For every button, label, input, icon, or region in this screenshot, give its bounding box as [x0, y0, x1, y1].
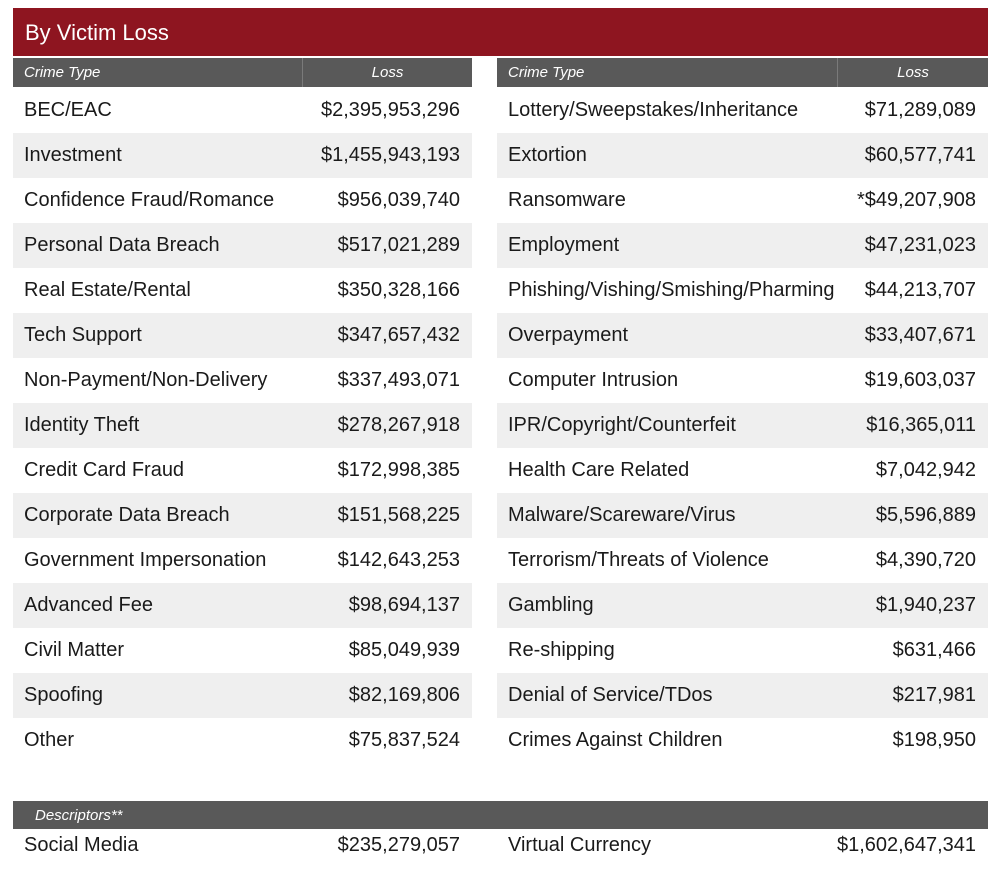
- loss-cell: $1,940,237: [875, 594, 976, 616]
- table-row: [497, 223, 988, 268]
- loss-cell: $956,039,740: [337, 189, 460, 211]
- descriptors-header: Descriptors**: [13, 801, 988, 829]
- table-row: [13, 583, 472, 628]
- right-loss-table: [497, 88, 988, 763]
- crime-type-cell: Crimes Against Children: [508, 729, 723, 751]
- descriptor-type: Social Media: [24, 833, 139, 856]
- loss-cell: *$49,207,908: [856, 189, 976, 211]
- table-row: [13, 403, 472, 448]
- crime-type-cell: Government Impersonation: [24, 549, 267, 571]
- crime-type-cell: Extortion: [508, 144, 587, 166]
- crime-type-cell: Personal Data Breach: [24, 234, 220, 256]
- table-row: [13, 223, 472, 268]
- table-row: [13, 133, 472, 178]
- crime-type-cell: Ransomware: [508, 189, 626, 211]
- loss-cell: $1,455,943,193: [320, 144, 460, 166]
- table-row: [13, 628, 472, 673]
- table-row: [497, 268, 988, 313]
- table-row: [13, 268, 472, 313]
- table-row: [13, 448, 472, 493]
- crime-type-cell: Investment: [24, 144, 122, 166]
- crime-type-cell: Identity Theft: [24, 414, 140, 436]
- loss-cell: $16,365,011: [866, 414, 976, 436]
- table-row: [13, 538, 472, 583]
- crime-type-cell: Spoofing: [24, 684, 103, 706]
- table-row: [13, 88, 472, 133]
- descriptor-type: Virtual Currency: [508, 833, 652, 856]
- page-title: By Victim Loss: [13, 8, 988, 56]
- crime-type-cell: Real Estate/Rental: [24, 279, 191, 301]
- right-loss-header: Loss: [897, 64, 929, 81]
- table-row: [497, 673, 988, 718]
- table-row: [497, 448, 988, 493]
- loss-cell: $44,213,707: [864, 279, 976, 301]
- descriptor-row-social-media: [13, 830, 472, 860]
- table-row: [497, 133, 988, 178]
- crime-type-cell: Confidence Fraud/Romance: [24, 189, 275, 211]
- table-row: [497, 718, 988, 763]
- crime-type-cell: Non-Payment/Non-Delivery: [24, 369, 268, 391]
- left-loss-header: Loss: [371, 64, 404, 81]
- loss-cell: $4,390,720: [875, 549, 976, 571]
- crime-type-cell: Terrorism/Threats of Violence: [508, 549, 769, 571]
- loss-cell: $2,395,953,296: [320, 99, 460, 121]
- loss-cell: $198,950: [892, 729, 976, 751]
- table-row: [497, 403, 988, 448]
- loss-cell: $350,328,166: [337, 279, 460, 301]
- descriptor-loss: $235,279,057: [337, 833, 460, 856]
- crime-type-cell: Computer Intrusion: [508, 369, 679, 391]
- loss-cell: $172,998,385: [337, 459, 460, 481]
- loss-cell: $151,568,225: [337, 504, 460, 526]
- crime-type-cell: Credit Card Fraud: [24, 459, 185, 481]
- loss-cell: $98,694,137: [348, 594, 460, 616]
- crime-type-cell: Civil Matter: [24, 639, 125, 661]
- crime-type-cell: IPR/Copyright/Counterfeit: [508, 414, 736, 436]
- table-row: [497, 628, 988, 673]
- crime-type-cell: Lottery/Sweepstakes/Inheritance: [508, 99, 799, 121]
- table-row: [13, 673, 472, 718]
- loss-cell: $33,407,671: [864, 324, 976, 346]
- crime-type-cell: Overpayment: [508, 324, 629, 346]
- loss-cell: $517,021,289: [337, 234, 460, 256]
- crime-type-cell: Phishing/Vishing/Smishing/Pharming: [508, 279, 835, 301]
- table-row: [497, 88, 988, 133]
- crime-type-cell: Tech Support: [24, 324, 142, 346]
- loss-cell: $60,577,741: [864, 144, 976, 166]
- table-row: [13, 358, 472, 403]
- loss-cell: $19,603,037: [864, 369, 976, 391]
- loss-cell: $217,981: [892, 684, 976, 706]
- loss-cell: $82,169,806: [348, 684, 460, 706]
- table-row: [13, 313, 472, 358]
- right-crime-type-header: Crime Type: [497, 58, 838, 87]
- crime-type-cell: Corporate Data Breach: [24, 504, 230, 526]
- loss-cell: $47,231,023: [864, 234, 976, 256]
- crime-type-cell: Advanced Fee: [24, 594, 153, 616]
- crime-type-cell: BEC/EAC: [24, 99, 112, 121]
- crime-type-cell: Re-shipping: [508, 639, 615, 661]
- loss-cell: $71,289,089: [864, 99, 976, 121]
- loss-cell: $278,267,918: [337, 414, 460, 436]
- descriptor-loss: $1,602,647,341: [836, 833, 976, 856]
- right-table-header: [497, 58, 988, 87]
- table-row: [13, 493, 472, 538]
- table-row: [497, 538, 988, 583]
- table-row: [497, 358, 988, 403]
- table-row: [497, 493, 988, 538]
- loss-cell: $5,596,889: [875, 504, 976, 526]
- table-row: [497, 583, 988, 628]
- loss-cell: $347,657,432: [337, 324, 460, 346]
- table-row: [13, 718, 472, 763]
- loss-cell: $85,049,939: [348, 639, 460, 661]
- left-crime-type-header: Crime Type: [13, 58, 303, 87]
- crime-type-cell: Malware/Scareware/Virus: [508, 504, 736, 526]
- table-row: [13, 178, 472, 223]
- crime-type-cell: Denial of Service/TDos: [508, 684, 713, 706]
- table-row: [497, 178, 988, 223]
- descriptor-row-virtual-currency: [497, 830, 988, 860]
- table-row: [497, 313, 988, 358]
- left-table-header: [13, 58, 472, 87]
- loss-cell: $337,493,071: [337, 369, 460, 391]
- loss-cell: $75,837,524: [348, 729, 460, 751]
- loss-cell: $142,643,253: [337, 549, 460, 571]
- loss-cell: $7,042,942: [875, 459, 976, 481]
- crime-type-cell: Other: [24, 729, 75, 751]
- crime-type-cell: Gambling: [508, 594, 594, 616]
- crime-type-cell: Health Care Related: [508, 459, 690, 481]
- left-loss-table: [13, 88, 472, 763]
- crime-type-cell: Employment: [508, 234, 620, 256]
- loss-cell: $631,466: [892, 639, 976, 661]
